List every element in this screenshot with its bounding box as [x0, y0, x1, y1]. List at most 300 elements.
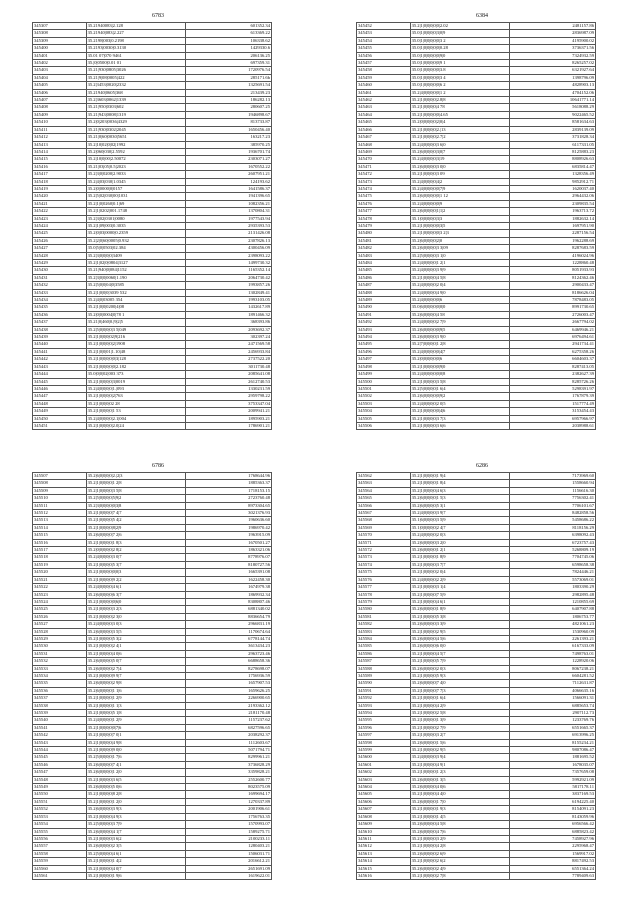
point-id-cell: 345586 — [357, 650, 411, 657]
point-id-cell: 345444 — [33, 371, 87, 378]
coordinate-cell: 35.2|1|0|0|0|0|5 3|2 — [86, 635, 186, 642]
value-cell: 206136.25 — [186, 52, 272, 59]
point-id-cell: 345477 — [357, 208, 411, 215]
coordinate-cell: 35.2|1|0|0|0|0|0|7|6 — [86, 724, 186, 731]
value-cell: 8287683.59 — [510, 245, 596, 252]
value-cell: 2100233.11 — [186, 835, 272, 842]
value-cell: 6407907.88 — [510, 606, 596, 613]
coordinate-cell: 35.2|0|03|0000|0.2359 — [86, 230, 186, 237]
point-id-cell: 345613 — [357, 850, 411, 857]
coordinate-cell: 35.2|1|0|0|0|0|3|0019 — [86, 378, 186, 385]
value-cell: 8154091.23 — [510, 806, 596, 813]
coordinate-cell: 35.2|6|0|0|0|0|1 2|1 — [410, 547, 510, 554]
coordinate-cell: 35.2|6|0|0|0|0|2 7|4 — [86, 665, 186, 672]
table-row — [33, 732, 272, 739]
table-row — [357, 784, 596, 791]
point-id-cell: 345531 — [33, 650, 87, 657]
value-cell: 1941396.65 — [186, 193, 272, 200]
value-cell: 2085641.08 — [186, 371, 272, 378]
coordinate-cell: 35.2|6|0|0|0|0|2 3|5 — [86, 843, 186, 850]
coordinate-cell: 35.2|6|0|0|0|0|2 6|9 — [410, 850, 510, 857]
value-cell: 1699694.17 — [186, 791, 272, 798]
coordinate-cell: 35.2|6|0|0|0|0|4 7|6 — [410, 828, 510, 835]
table-row — [357, 791, 596, 798]
table-row — [357, 111, 596, 118]
coordinate-cell: 35.21|940|0|084|1152 — [86, 267, 186, 274]
point-id-cell: 345466 — [357, 126, 411, 133]
value-cell: 368393.86 — [186, 319, 272, 326]
point-id-cell: 345431 — [33, 274, 87, 281]
point-id-cell: 345512 — [33, 510, 87, 517]
point-id-cell: 345434 — [33, 297, 87, 304]
point-id-cell: 345577 — [357, 584, 411, 591]
point-id-cell: 345307 — [33, 23, 87, 30]
coordinate-cell: 35.2|6|0|0|0|0|3 2|0 — [410, 539, 510, 546]
value-cell: 2959798.22 — [186, 393, 272, 400]
value-cell: 285171.6b — [186, 74, 272, 81]
table-row — [33, 37, 272, 44]
table-row — [33, 672, 272, 679]
value-cell: 2038292.37 — [186, 732, 272, 739]
coordinate-cell: 35.2|6|0|0|0|0|5 3|1 — [410, 502, 510, 509]
value-cell: 6398092.43 — [510, 532, 596, 539]
value-cell: 1506031.71 — [186, 850, 272, 857]
coordinate-cell: 35.2|10|0|00|2.50072 — [86, 156, 186, 163]
table-row — [33, 385, 272, 392]
point-id-cell: 345493 — [357, 326, 411, 333]
point-id-cell: 345499 — [357, 371, 411, 378]
table-row — [357, 606, 596, 613]
coordinate-cell: 35.2|1|0|0|0|0|7 7|3 — [410, 687, 510, 694]
table-row — [33, 260, 272, 267]
point-id-cell: 345436 — [33, 311, 87, 318]
table-row — [33, 215, 272, 222]
point-id-cell: 345548 — [33, 776, 87, 783]
value-cell: 2964432.06 — [510, 193, 596, 200]
table-row — [33, 613, 272, 620]
point-id-cell: 345487 — [357, 282, 411, 289]
point-id-cell: 345442 — [33, 356, 87, 363]
point-id-cell: 345552 — [33, 806, 87, 813]
value-cell: 2941734.41 — [510, 341, 596, 348]
point-id-cell: 345500 — [357, 378, 411, 385]
value-cell: 6275358.26 — [510, 348, 596, 355]
coordinate-cell: 35.2|5|0|0|0|0|4 6|1 — [86, 850, 186, 857]
point-id-cell: 345603 — [357, 776, 411, 783]
coordinate-cell: 35.2|1|0|0|0|0|1 6|4 — [410, 695, 510, 702]
value-cell: 8180727.56 — [186, 561, 272, 568]
point-id-cell: 345433 — [33, 289, 87, 296]
point-id-cell: 345557 — [33, 843, 87, 850]
value-cell: 2982895.48 — [510, 591, 596, 598]
value-cell: 106338.62 — [186, 37, 272, 44]
table-row — [357, 643, 596, 650]
point-id-cell: 345484 — [357, 260, 411, 267]
table-row — [33, 665, 272, 672]
value-cell: 6604281.52 — [510, 672, 596, 679]
value-cell: 1082356.21 — [186, 200, 272, 207]
value-cell: 8124362.46 — [510, 274, 596, 281]
value-cell: 1674979.38 — [186, 584, 272, 591]
value-cell: 1962288.69 — [510, 237, 596, 244]
table-row — [357, 89, 596, 96]
coordinate-cell: 35.2|1|0|0|0|0|3 6|6 — [410, 422, 510, 429]
table-row — [357, 415, 596, 422]
value-cell: 6827596.65 — [186, 724, 272, 731]
table-row — [357, 754, 596, 761]
value-cell: 2307826.13 — [186, 237, 272, 244]
table-row — [33, 850, 272, 857]
coordinate-cell: 35.2|1|0202|001.1748 — [86, 208, 186, 215]
table-row — [33, 680, 272, 687]
table-row — [357, 274, 596, 281]
coordinate-cell: 35.2|6|0|0|0|0|4 5|6 — [410, 635, 510, 642]
point-id-cell: 345556 — [33, 835, 87, 842]
coordinate-cell: 35.21|930|0805|3026 — [86, 67, 186, 74]
table-row — [33, 89, 272, 96]
table-row — [357, 487, 596, 494]
table-row — [357, 193, 596, 200]
table-row — [357, 828, 596, 835]
table-row — [33, 650, 272, 657]
point-id-cell: 345413 — [33, 141, 87, 148]
point-id-cell: 345584 — [357, 635, 411, 642]
point-id-cell: 345563 — [357, 480, 411, 487]
table-row — [357, 798, 596, 805]
point-id-cell: 345421 — [33, 200, 87, 207]
value-cell: 1112603.67 — [186, 739, 272, 746]
point-id-cell: 345445 — [33, 378, 87, 385]
point-id-cell: 345401 — [33, 52, 87, 59]
coordinate-cell: 35.2|1|0|0|0|0|2|1908 — [86, 341, 186, 348]
table-row — [357, 141, 596, 148]
point-id-cell: 345587 — [357, 658, 411, 665]
point-id-cell: 345404 — [33, 74, 87, 81]
table-row — [33, 724, 272, 731]
table-row — [33, 835, 272, 842]
coordinate-cell: 35.2|1|0|0|0|0|9 2|2 — [86, 576, 186, 583]
value-cell: 385970.25 — [186, 141, 272, 148]
point-id-cell: 345400 — [33, 45, 87, 52]
point-id-cell: 345551 — [33, 798, 87, 805]
point-id-cell: 345523 — [33, 591, 87, 598]
coordinate-cell: 35.2|6|0|0|0|0|3|0|7 — [410, 148, 510, 155]
value-cell: 7357659.08 — [510, 769, 596, 776]
value-cell: 2935393.53 — [186, 222, 272, 229]
point-id-cell: 345604 — [357, 784, 411, 791]
point-id-cell: 345507 — [33, 473, 87, 480]
coordinate-cell: 35.21|0|60|0030|5651 — [86, 134, 186, 141]
point-id-cell: 345599 — [357, 747, 411, 754]
value-cell: 2266900.65 — [186, 695, 272, 702]
coordinate-cell: 35.2|5|02|030|00|1031 — [86, 193, 186, 200]
table-row — [357, 52, 596, 59]
coordinate-cell: 35.2|1|0|0|0|0|2 6|2 — [410, 858, 510, 865]
value-cell: 1670552.22 — [186, 163, 272, 170]
value-cell: 6321927.64 — [510, 67, 596, 74]
coordinate-cell: 35.2|1|0|0|0|0|2 5|8 — [410, 710, 510, 717]
table-row — [33, 311, 272, 318]
point-id-cell: 345414 — [33, 148, 87, 155]
table-row — [33, 415, 272, 422]
value-cell: 10641771.14 — [510, 97, 596, 104]
table-row — [33, 245, 272, 252]
value-cell: 8308807.46 — [186, 598, 272, 605]
value-cell: 1678035.07 — [510, 761, 596, 768]
point-id-cell: 345476 — [357, 200, 411, 207]
coordinate-cell: 35.2|6|0|0|0|0|5 0|6 — [86, 784, 186, 791]
table-row — [357, 30, 596, 37]
value-cell: 6117331.05 — [510, 141, 596, 148]
table-row — [33, 828, 272, 835]
value-cell: 1946898.67 — [186, 111, 272, 118]
point-id-cell: 345576 — [357, 576, 411, 583]
coordinate-cell: 35.0|1|0|0|0|0|0|0.28 — [410, 45, 510, 52]
table-row — [33, 171, 272, 178]
value-cell: 8581634.63 — [510, 119, 596, 126]
coordinate-cell: 35.0|1|0|0|0|0|0|3 4 — [410, 74, 510, 81]
table-row — [357, 252, 596, 259]
coordinate-cell: 35.2|6|0|0|0|0|1 2|0 — [86, 769, 186, 776]
point-id-cell: 345513 — [33, 517, 87, 524]
coordinate-table — [356, 472, 596, 880]
coordinate-cell: 35.2|6|0|0|0|0|4 58 — [410, 311, 510, 318]
value-cell: 6956566.42 — [510, 821, 596, 828]
coordinate-cell: 35.2|1|0|0|0|0|7 4|7 — [86, 510, 186, 517]
value-cell: 1977543.94 — [186, 215, 272, 222]
coordinate-cell: 35.2|1|0|0|0|0|4 0|6 — [86, 650, 186, 657]
point-id-cell: 345590 — [357, 680, 411, 687]
point-id-cell: 345542 — [33, 732, 87, 739]
coordinate-cell: 35.2|1|0|0|0|0|1 2|3 — [410, 769, 510, 776]
coordinate-cell: 35.2|6|0|0|0|0|3 3|9 — [410, 621, 510, 628]
value-cell: 1960636.60 — [186, 517, 272, 524]
table-row — [357, 378, 596, 385]
coordinate-cell: 35.2|0|0|0|0|0|2 8|2 — [86, 547, 186, 554]
table-row — [357, 473, 596, 480]
point-id-cell: 345430 — [33, 267, 87, 274]
value-cell: 1165352.14 — [186, 267, 272, 274]
point-id-cell: 345520 — [33, 569, 87, 576]
point-id-cell: 345483 — [357, 252, 411, 259]
coordinate-cell: 35.2|5|0|0|0|0|1 6|4 — [410, 385, 510, 392]
point-id-cell: 345469 — [357, 148, 411, 155]
point-id-cell: 345424 — [33, 222, 87, 229]
point-id-cell: 345566 — [357, 502, 411, 509]
value-cell: 2016612.21 — [186, 858, 272, 865]
coordinate-cell: 35.2|1|0|0|0|0|1 8|3 — [86, 539, 186, 546]
point-id-cell: 345437 — [33, 319, 87, 326]
table-row — [33, 510, 272, 517]
table-row — [357, 82, 596, 89]
table-row — [33, 798, 272, 805]
table-row — [33, 141, 272, 148]
point-id-cell: 345528 — [33, 628, 87, 635]
coordinate-cell: 35.2|6|0|0|0|0|0|9|2 — [410, 393, 510, 400]
table-row — [33, 576, 272, 583]
coordinate-cell: 35.2|6|0|0|0|0|1 7|0 — [410, 798, 510, 805]
value-cell: 2261393.21 — [510, 635, 596, 642]
value-cell: 1659626.25 — [186, 687, 272, 694]
point-id-cell: 345470 — [357, 156, 411, 163]
coordinate-cell: 35.2|6|0|0|0|0|1 5|3 — [410, 495, 510, 502]
point-id-cell: 345550 — [33, 791, 87, 798]
value-cell: 1665391.08 — [186, 569, 272, 576]
value-cell: 3613434.23 — [186, 643, 272, 650]
table-row — [357, 872, 596, 879]
point-id-cell: 345496 — [357, 348, 411, 355]
coordinate-cell: 35.|0|0500|0.01 01 — [86, 60, 186, 67]
table-row — [33, 502, 272, 509]
value-cell: 6835814.47 — [510, 163, 596, 170]
value-cell: 3837169.53 — [510, 791, 596, 798]
value-cell: 2737522.20 — [186, 356, 272, 363]
coordinate-cell: 35.2|10|02|0|02|1992 — [86, 141, 186, 148]
coordinate-cell: 35.2|3|0|0|0|0|3409 — [86, 252, 186, 259]
table-row — [33, 865, 272, 872]
value-cell: 2966831.19 — [186, 621, 272, 628]
coordinate-cell: 35.2|0|0000|0|0157 — [86, 185, 186, 192]
value-cell: 4828903.13 — [510, 82, 596, 89]
point-id-cell: 345506 — [357, 422, 411, 429]
coordinate-cell: 35.2|1|0|0|0|0|1 9|4 — [410, 473, 510, 480]
coordinate-cell: 35.2|3603|0062|1339 — [86, 97, 186, 104]
point-id-cell: 345549 — [33, 784, 87, 791]
coordinate-cell: 35.1|6|0|0|0|0|3 5|9 — [410, 517, 510, 524]
value-cell: 9852912.71 — [510, 178, 596, 185]
point-id-cell: 345502 — [357, 393, 411, 400]
value-cell: 3021376.93 — [186, 510, 272, 517]
coordinate-cell: 35.2|1|0|0|0|0|2|763 — [86, 393, 186, 400]
value-cell: 6957966.97 — [510, 415, 596, 422]
value-cell: 7789409.63 — [510, 872, 596, 879]
table-row — [357, 480, 596, 487]
coordinate-cell: 35.0|1|0|0|0|0|0|9 1 — [410, 60, 510, 67]
coordinate-cell: 35.2|1|0|0|0|0|3 6|5 — [86, 776, 186, 783]
value-cell: 2471569.58 — [186, 341, 272, 348]
table-row — [357, 695, 596, 702]
table-row — [357, 356, 596, 363]
table-row — [357, 747, 596, 754]
coordinate-cell: 35.2|1|0|0|0|0|3 5|8 — [86, 487, 186, 494]
coordinate-cell: 35.2|0|0|0|0|0|2|0|4 — [410, 119, 510, 126]
value-cell: 2836987.09 — [510, 30, 596, 37]
table-row — [357, 702, 596, 709]
coordinate-cell: 35.2|1|0|0|0|0|3 2|7 — [410, 732, 510, 739]
point-id-cell: 345455 — [357, 45, 411, 52]
value-cell: 1228920.06 — [510, 658, 596, 665]
coordinate-cell: 35.2|6|0|0|0|0|7 2|6 — [86, 532, 186, 539]
table-row — [33, 148, 272, 155]
value-cell: 8023575.09 — [186, 784, 272, 791]
coordinate-cell: 35.2|5|0|0|0|0|5|9|2 — [86, 495, 186, 502]
table-row — [33, 178, 272, 185]
value-cell: 1170674.64 — [186, 628, 272, 635]
table-row — [33, 341, 272, 348]
table-row — [357, 393, 596, 400]
table-row — [33, 858, 272, 865]
value-cell: 1270337.89 — [186, 798, 272, 805]
point-id-cell: 345611 — [357, 835, 411, 842]
table-row — [357, 422, 596, 429]
value-cell: 8287413.05 — [510, 363, 596, 370]
point-id-cell: 345405 — [33, 82, 87, 89]
value-cell: 2651691.09 — [186, 865, 272, 872]
value-cell: 6885823.42 — [510, 828, 596, 835]
table-row — [33, 408, 272, 415]
value-cell: 3359828.21 — [186, 769, 272, 776]
coordinate-cell: 35.2|1|0|0|0|0|4 5|7 — [410, 650, 510, 657]
value-cell: 2295968.47 — [510, 843, 596, 850]
table-row — [357, 680, 596, 687]
coordinate-cell: 35.2|1|0|0|0|0|3 5|8 — [410, 378, 510, 385]
value-cell: 2287156.54 — [510, 230, 596, 237]
coordinate-cell: 35.2|1|0|0|0|0|4 6|3 — [410, 487, 510, 494]
coordinate-cell: 35.2|4|0|0|0|0|3|19 — [410, 156, 510, 163]
coordinate-cell: 35.2|6|0|0|0|0|6 0|0 — [410, 643, 510, 650]
table-row — [357, 539, 596, 546]
point-id-cell: 345489 — [357, 297, 411, 304]
value-cell: 1993857.26 — [186, 282, 272, 289]
value-cell: 7324932.59 — [510, 52, 596, 59]
table-row — [357, 341, 596, 348]
table-row — [33, 111, 272, 118]
coordinate-cell: 35.2|1|0|0|0|0|4 2|9 — [410, 702, 510, 709]
point-id-cell: 345309 — [33, 37, 87, 44]
table-row — [33, 267, 272, 274]
point-id-cell: 345593 — [357, 702, 411, 709]
table-row — [33, 348, 272, 355]
table-row — [357, 569, 596, 576]
value-cell: 2907112.73 — [510, 710, 596, 717]
value-cell: 186282.13 — [186, 97, 272, 104]
point-id-cell: 345475 — [357, 193, 411, 200]
value-cell: 1530960.09 — [510, 628, 596, 635]
value-cell: 2038988.61 — [510, 422, 596, 429]
point-id-cell: 345589 — [357, 672, 411, 679]
point-id-cell: 345458 — [357, 67, 411, 74]
coordinate-cell: 35.2|6|0|0|0|0|3 0|0 — [410, 163, 510, 170]
value-cell: 1718153.15 — [186, 487, 272, 494]
coordinate-cell: 35.2|1|0|0|0|02 28 — [86, 400, 186, 407]
value-cell: 1570993.07 — [186, 821, 272, 828]
coordinate-cell: 35.2|5|0|0|04|0|3585 — [86, 282, 186, 289]
point-id-cell: 345472 — [357, 171, 411, 178]
coordinate-cell: 35.2|6|0|0|0|0|3 9|3 — [86, 806, 186, 813]
value-cell: 2900433.47 — [510, 282, 596, 289]
point-id-cell: 345616 — [357, 872, 411, 879]
coordinate-cell: 35.2|1|0|0|0|0|1 2|9 — [86, 695, 186, 702]
value-cell: 6881340.02 — [186, 606, 272, 613]
coordinate-cell: 35.2|6|0|0|0|0|1 8|9 — [410, 606, 510, 613]
table-row — [33, 747, 272, 754]
table-row — [33, 539, 272, 546]
coordinate-cell: 35.2|1|0|0|0|0|5 7|9 — [410, 658, 510, 665]
table-row — [33, 769, 272, 776]
point-id-cell: 345427 — [33, 245, 87, 252]
value-cell: 6604603.37 — [510, 356, 596, 363]
table-row — [357, 163, 596, 170]
table-row — [357, 334, 596, 341]
table-row — [33, 621, 272, 628]
point-id-cell: 345426 — [33, 237, 87, 244]
point-id-cell: 345612 — [357, 843, 411, 850]
value-cell: 8125883.23 — [510, 148, 596, 155]
coordinate-cell: 35.2|1|0|0|0|0|4 6|1 — [410, 598, 510, 605]
table-row — [357, 282, 596, 289]
coordinate-cell: 35.2|1|0|0|0|0|3 7|3 — [410, 415, 510, 422]
value-cell: 302397.24 — [186, 334, 272, 341]
